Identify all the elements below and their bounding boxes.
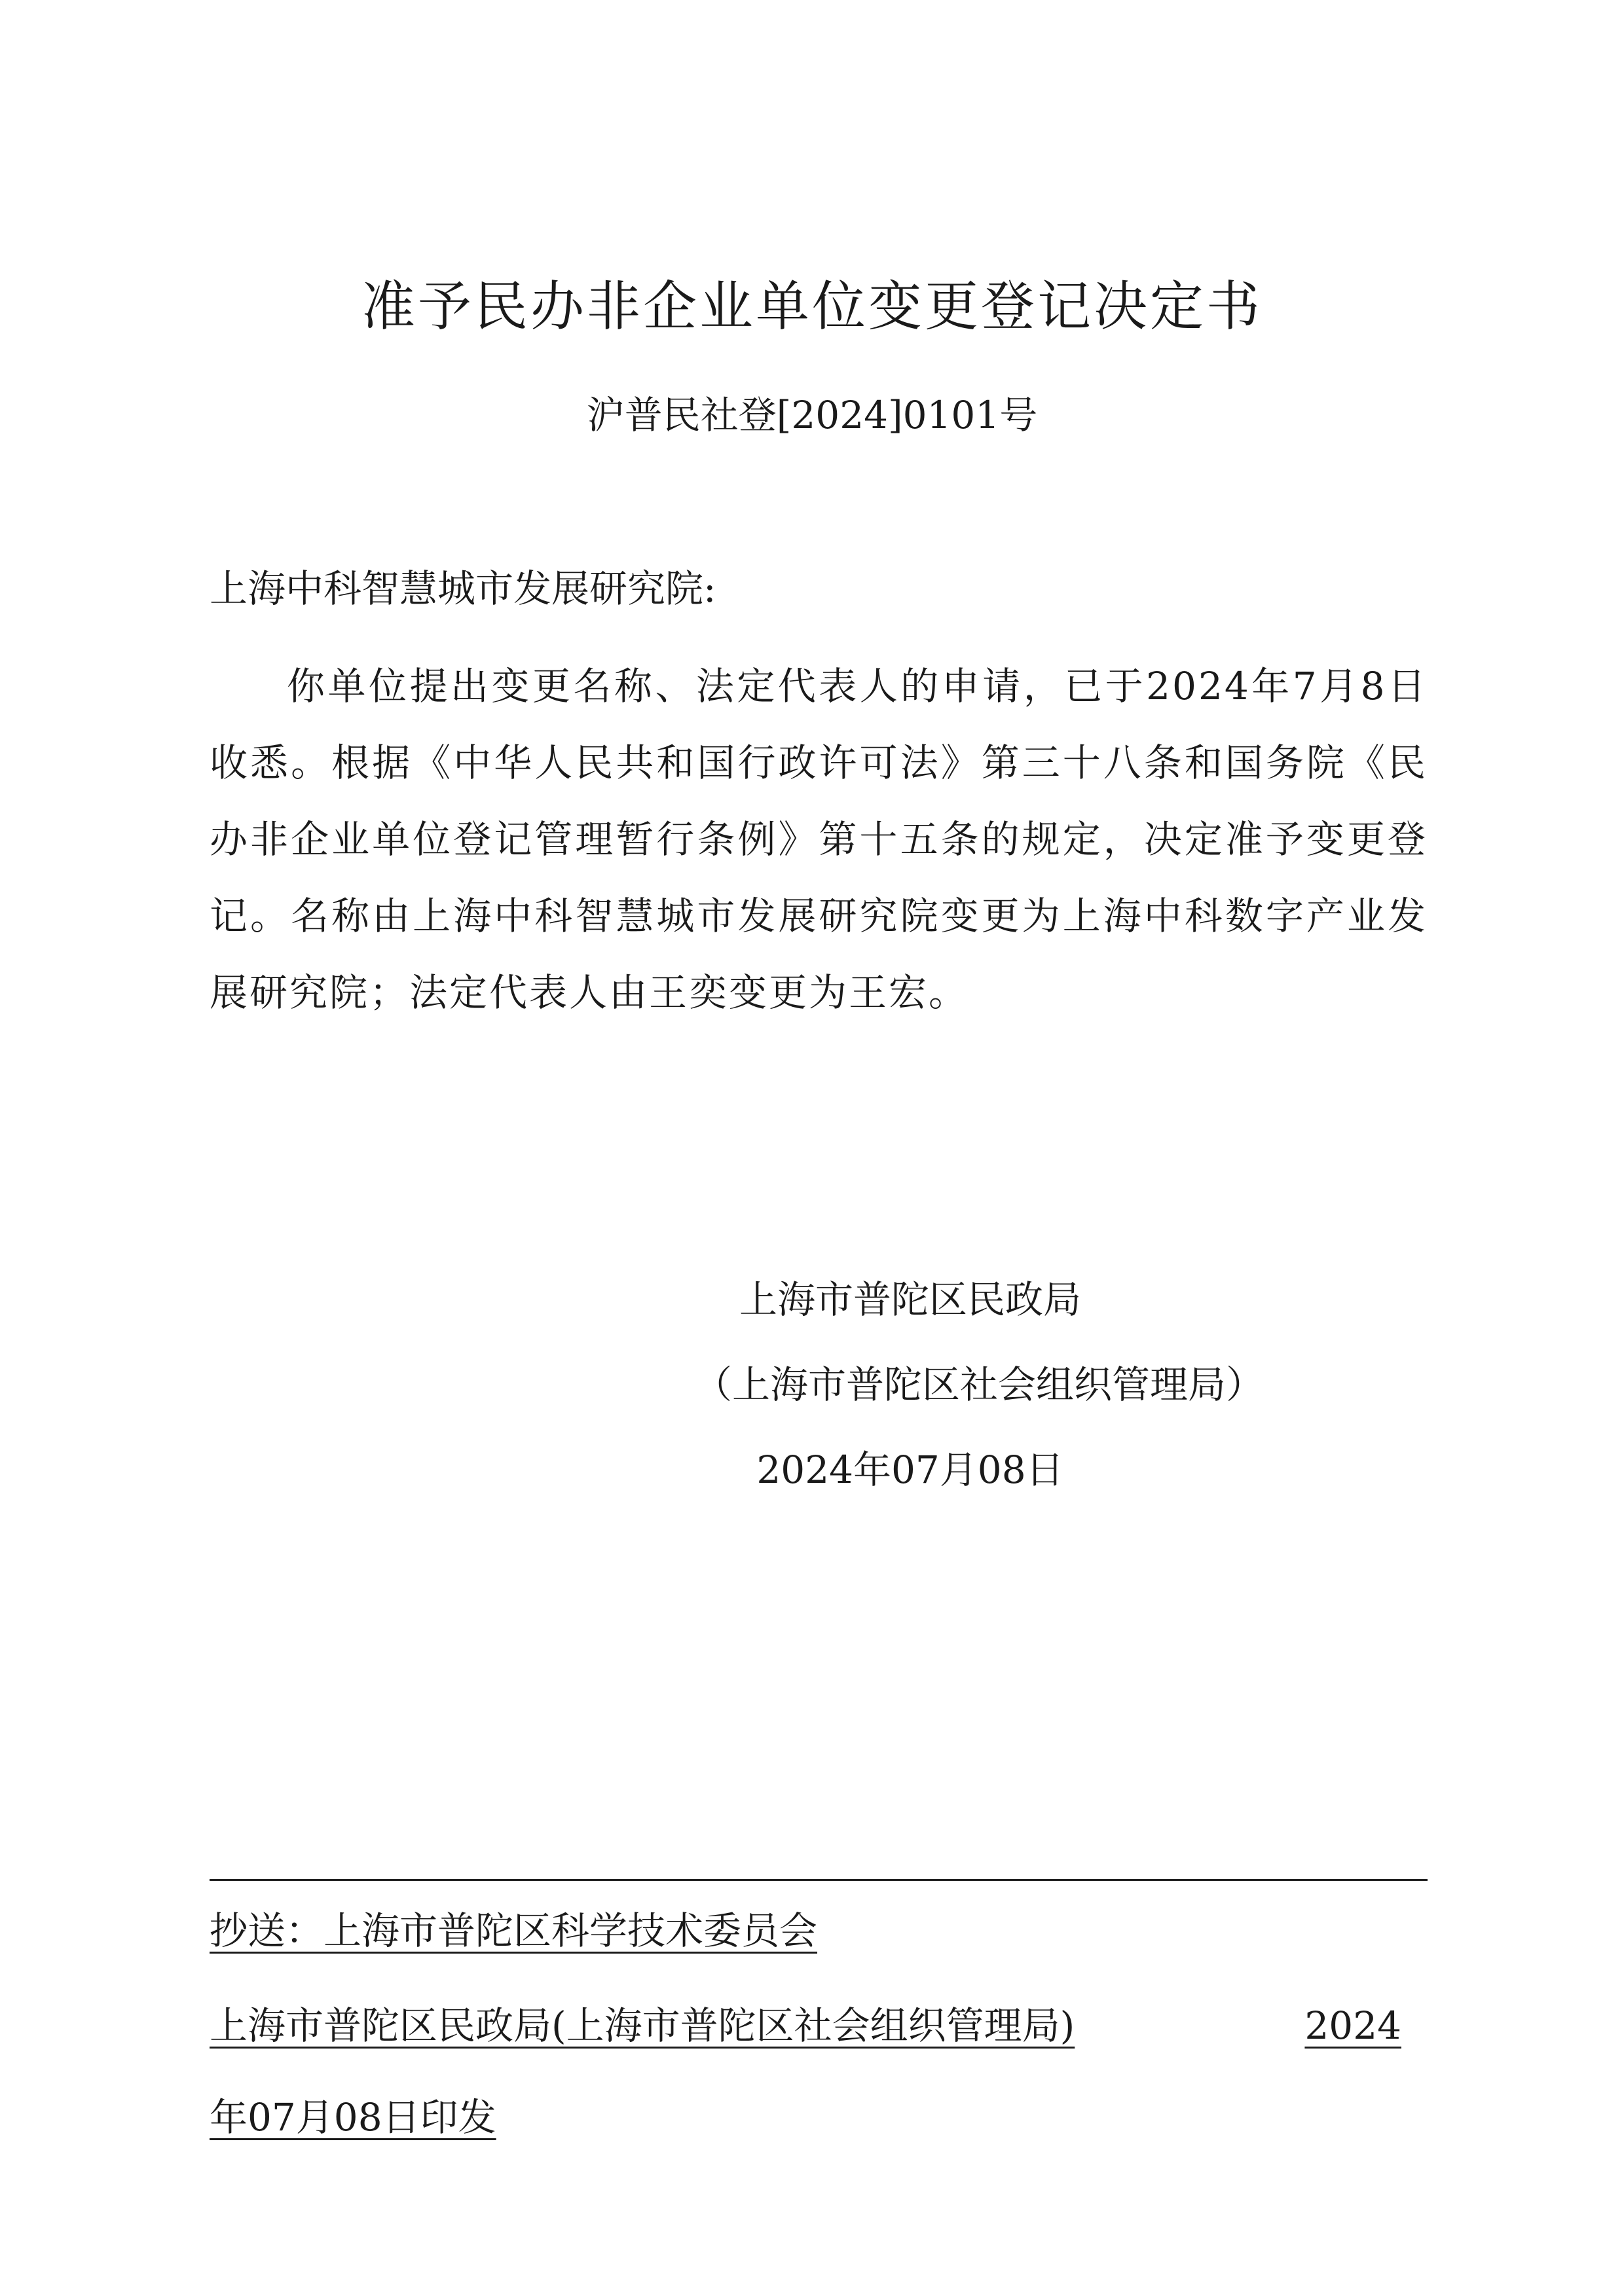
issue-date: 年07月08日印发 (210, 2095, 496, 2140)
issuing-authority: 上海市普陀区民政局 (739, 1277, 1081, 1322)
footer-divider (210, 1879, 1428, 1881)
issuer-line (210, 2003, 1401, 2049)
salutation: 上海中科智慧城市发展研究院: (210, 566, 716, 611)
document-number: 沪普民社登[2024]0101号 (586, 393, 1038, 437)
issuer-name: 上海市普陀区民政局(上海市普陀区社会组织管理局) (210, 2003, 1075, 2048)
issuing-authority-alias: （上海市普陀区社会组织管理局） (694, 1362, 1264, 1407)
cc-recipients: 抄送：上海市普陀区科学技术委员会 (210, 1908, 818, 1953)
signature-block (694, 1257, 1264, 1512)
decision-body: 你单位提出变更名称、法定代表人的申请，已于2024年7月8日收悉。根据《中华人民共和国行政许可法》第三十八条和国务院《民办非企业单位登记管理暂行条例》第十五条的规定，决定准予变更登记。名称由上海中科智慧城市发展研究院变更为上海中科数字产业发展研究院；法定代表人由王奕变更为王宏。 (210, 664, 1428, 1015)
issue-year: 2024 (1304, 2003, 1401, 2048)
signature-date: 2024年07月08日 (756, 1448, 1064, 1492)
document-title: 准予民办非企业单位变更登记决定书 (361, 276, 1263, 338)
